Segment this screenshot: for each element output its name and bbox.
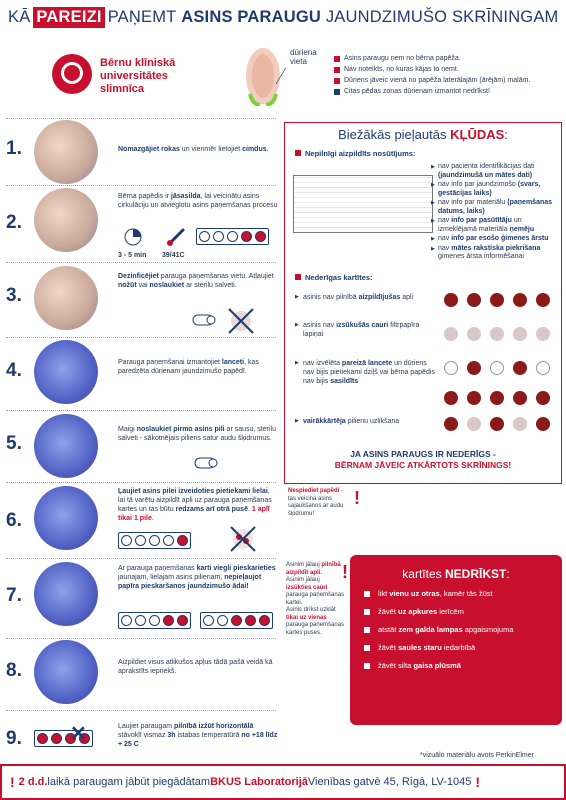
no-squeeze-warning: Nespiediet papēdi - tas veicina asins sajaukšanos ar audu šķidrumu! ! — [288, 488, 360, 517]
card-sample-photo — [441, 411, 553, 437]
step-text: Nomazgājiet rokas un vienmēr lietojiet cimdus. — [118, 146, 269, 153]
step-photo-wipe — [34, 414, 98, 478]
step-number: 4. — [6, 360, 22, 381]
puncture-site-label: dūriena vieta — [290, 48, 317, 66]
note-item: Nav noteikts, no kuras kājas to ņemt. — [334, 65, 566, 74]
step-photo-drop — [34, 486, 98, 550]
invalid-cards-heading: Nederīgas kartītes: — [295, 273, 373, 282]
exclamation-icon: ! — [475, 774, 481, 790]
error-item: ▶ nav info par materiālu (paņemšanas datums, laiks) — [431, 199, 561, 216]
exclamation-icon: ! — [342, 562, 348, 582]
card-sample-photo — [441, 321, 553, 347]
step-photo-lancet — [34, 340, 98, 404]
must-not-item: žāvēt silta gaisa plūsmā — [364, 661, 562, 671]
title-prefix: KĀ — [8, 7, 31, 26]
step-number: 9. — [6, 728, 22, 749]
error-item: ▶ nav info par pasūtītāju un izmeklējamā materiāla ņemēju — [431, 217, 561, 234]
common-errors-panel — [284, 122, 562, 484]
must-not-item: atstāt zem galda lampas apgaismojuma — [364, 625, 562, 635]
step-number: 5. — [6, 433, 22, 454]
delivery-footer: ! 2 d.d. laikā paraugam jābūt piegādātam BKUS Laboratorijā Vienības gatvē 45, Rīgā, LV-1045 ! — [0, 764, 566, 800]
thermometer-icon — [165, 226, 187, 248]
sample-card-icon — [200, 612, 273, 629]
step-text: Maigi noslaukiet pirmo asins pili ar sausu, sterilu salveti - sākotnējais piliens satur audu šķidrumus. — [118, 426, 276, 442]
step-number: 8. — [6, 660, 22, 681]
exclamation-icon: ! — [354, 488, 360, 508]
note-item: Asins paraugu ņem no bērna papēža. — [334, 54, 566, 63]
step-text: Ļaujiet paraugam pilnībā izžūt horizontālā stāvoklī vismaz 3h istabas temperatūrā no +18 līdz + 25 C — [118, 723, 278, 748]
step-text: Bērna papēdis ir jāsasilda, lai veicinātu asins cirkulāciju un atvieglotu asins paņemšanas procesu — [118, 193, 278, 209]
step-text: Aizpildiet visus atlikušos apļus tādā pašā veidā kā aprakstīts iepriekš. — [118, 659, 273, 675]
error-item: ▶ nav info par jaundzimošo (svars, gestācijas laiks) — [431, 181, 561, 198]
invalid-item: ▶ nav izvēlēta pareizā lancete un dūriens nav bijis pietiekami dziļš vai bērna papēdis nav bijis sasildīts — [295, 359, 435, 386]
invalid-item: ▶ vairākkārtēja pilienu uzlikšana — [295, 417, 435, 426]
invalid-item: ▶ asinis nav pilnībā aizpildījušas apli — [295, 293, 435, 302]
card-sample-photo — [441, 385, 553, 411]
page-title — [0, 0, 566, 34]
source-note: *vizuālo materiālu avots PerkinElmer — [420, 752, 534, 759]
must-not-item: žāvēt uz apkures ierīcēm — [364, 607, 562, 617]
error-item: ▶ nav pacienta identifikācijas dati (jaundzimušā un mātes dati) — [431, 163, 561, 180]
card-sample-photo — [441, 287, 553, 313]
step-number: 2. — [6, 212, 22, 233]
note-item: Dūriens jāveic vienā no papēža laterālajām (ārējām) malām. — [334, 76, 566, 85]
exclamation-icon: ! — [10, 774, 15, 790]
sample-card-icon — [118, 612, 191, 629]
step-photo-handwash — [34, 120, 98, 184]
referral-form-image — [293, 175, 433, 233]
no-swab-icon — [226, 306, 256, 336]
step-photo-warm-heel — [34, 188, 98, 252]
invalid-item: ▶ asinis nav izsūkušās cauri filtrpapīra lapiņai — [295, 321, 435, 339]
sampling-notes — [334, 54, 566, 98]
drop-rules-warning: Asinim jālauj pilnībā aizpildīt apli. Asinim jālauj izsūkties cauri parauga paņemšanas kartei. Asinis drīkst uzklāt tikai uz vienas parauga paņemšanas kartes puses. ! — [286, 562, 348, 636]
note-item: Citas pēdas zonas dūrienam izmantot nedrīkst! — [334, 87, 566, 96]
hospital-logo — [52, 54, 92, 94]
step-text: Parauga paņemšanai izmantojiet lanceti, kas paredzēta dūrienam jaundzimušo papēdī. — [118, 359, 259, 375]
must-not-title: kartītes NEDRĪKST: — [402, 567, 510, 581]
title-highlight: PAREIZI — [33, 7, 104, 28]
step-number: 6. — [6, 510, 22, 531]
step-text: Ar parauga paņemšanas karti viegli pieskarieties jaunajam, lielajam asins pilienam, nepieļaujot papīra pieskaršanos jaundzimušo ādai! — [118, 565, 276, 590]
sample-card-icon — [118, 532, 191, 549]
error-item: ▶ nav info par esošo ģimenes ārstu — [431, 235, 561, 244]
step-text: Ļaujiet asins pilei izveidoties pietiekami lielai, lai tā varētu aizpildīt apli uz parauga paņemšanas kartes un tas būtu redzams arī otrā pusē. 1 aplī tikai 1 pile. — [118, 488, 272, 522]
clock-icon — [124, 228, 142, 246]
title-mid: PAŅEMT — [107, 7, 177, 26]
card-sample-photo — [441, 355, 553, 381]
foot-illustration — [240, 44, 286, 106]
step-photo-disinfect — [34, 266, 98, 330]
must-not-item: žāvēt saules staru iedarbībā — [364, 643, 562, 653]
step-photo-card-touch — [34, 562, 98, 626]
error-item: ▶ nav mātes rakstiska piekrišana ģimenes ārsta informēšanai — [431, 245, 561, 262]
errors-title: Biežākās pieļautās KĻŪDAS: — [338, 127, 508, 142]
must-not-item: likt vienu uz otras, kamēr tās žūst — [364, 589, 562, 599]
repeat-screening-warning: JA ASINS PARAUGS IR NEDERĪGS - BĒRNAM JĀVEIC ATKĀRTOTS SKRĪNINGS! — [334, 449, 512, 470]
title-bold: ASINS PARAUGU — [181, 7, 322, 26]
step-number: 7. — [6, 585, 22, 606]
no-stack-icon: ✕ — [70, 723, 87, 745]
warm-temp: 39/41C — [162, 252, 185, 259]
sample-card-icon — [196, 228, 269, 245]
cards-must-not-panel — [350, 555, 562, 725]
step-number: 1. — [6, 138, 22, 159]
step-number: 3. — [6, 285, 22, 306]
hospital-name: Bērnu klīniskā universitātes slimnīca — [100, 57, 176, 95]
incomplete-form-list — [431, 163, 561, 263]
step-photo-fill — [34, 640, 98, 704]
cotton-roll-icon — [192, 312, 216, 328]
no-multiple-drops-icon — [228, 524, 258, 554]
cotton-roll-icon — [194, 455, 218, 471]
step-text: Dezinficējiet parauga paņemšanas vietu. Atļaujiet nožūt vai noslaukiet ar sterilu salveti. — [118, 273, 274, 289]
warm-time: 3 - 5 min — [118, 252, 147, 259]
title-rest: JAUNDZIMUŠO SKRĪNINGAM — [325, 7, 559, 26]
incomplete-form-heading: Nepilnīgi aizpildīts nosūtījums: — [295, 149, 415, 158]
